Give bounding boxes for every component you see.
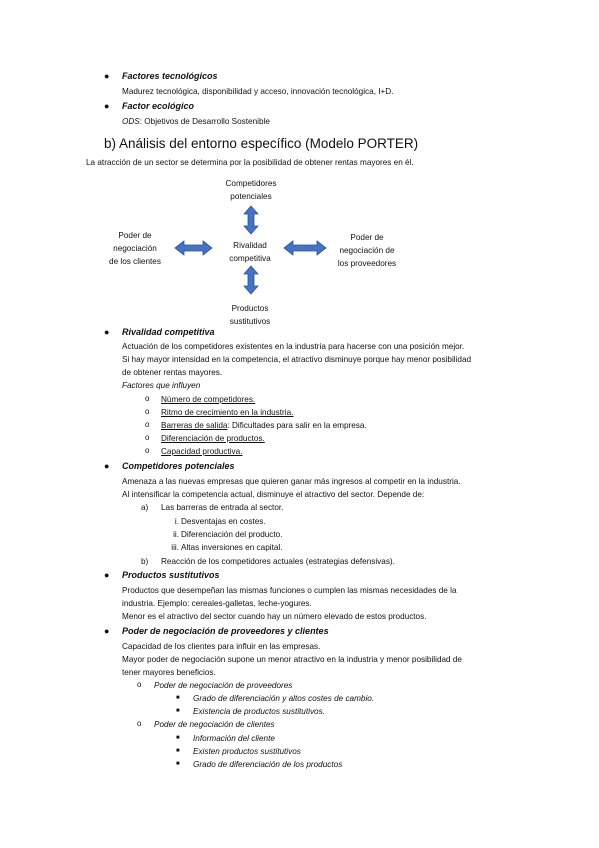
diagram-left-line: negociación <box>113 244 157 253</box>
bullet-dot: ● <box>104 327 110 337</box>
roman-item: Diferenciación del producto. <box>181 530 283 539</box>
factor-item-underlined: Barreras de salida <box>161 421 228 430</box>
list-item-a: Las barreras de entrada al sector. <box>161 503 284 512</box>
bullet-square: ■ <box>176 761 180 767</box>
factor-item-underlined: Número de competidores. <box>161 395 256 404</box>
bullet-dot: ● <box>104 461 110 471</box>
factor-item <box>161 407 293 419</box>
factor-item-rest: : Dificultades para salir en la empresa. <box>227 421 367 430</box>
bullet-square: ■ <box>176 695 180 701</box>
bullet-circle: o <box>145 394 150 403</box>
sustitutivos-line: Productos que desempeñan las mismas funciones o cumplen las mismas necesidades de la <box>122 586 457 595</box>
section-heading: b) Análisis del entorno específico (Modelo PORTER) <box>104 136 419 151</box>
poder-line: Mayor poder de negociación supone un menor atractivo en la industria y menor posibilidad de <box>122 655 462 664</box>
factor-item-underlined: Capacidad productiva. <box>161 447 243 456</box>
clientes-item: Grado de diferenciación de los productos <box>193 760 343 769</box>
list-marker-a: a) <box>141 503 149 512</box>
double-arrow-bottom-icon <box>244 266 258 294</box>
bullet-circle: o <box>145 446 150 455</box>
clientes-label: Poder de negociación de clientes <box>154 720 275 729</box>
proveedores-label: Poder de negociación de proveedores <box>154 681 293 690</box>
clientes-item: Información del cliente <box>193 734 275 743</box>
diagram-center-line: Rivalidad <box>233 241 267 250</box>
factor-ecologico-title: Factor ecológico <box>122 101 195 111</box>
diagram-top-line: Competidores <box>225 179 277 188</box>
rivalidad-line: de obtener rentas mayores. <box>122 368 223 377</box>
ods-abbr: ODS <box>122 117 140 126</box>
double-arrow-top-icon <box>244 206 258 234</box>
bullet-circle: o <box>137 719 142 728</box>
diagram-center-line: competitiva <box>229 254 271 263</box>
diagram-top-line: potenciales <box>230 192 272 201</box>
poder-line: tener mayores beneficios. <box>122 668 216 677</box>
roman-marker: iii. <box>171 543 179 552</box>
ods-text: : Objetivos de Desarrollo Sostenible <box>139 117 270 126</box>
rivalidad-line: Si hay mayor intensidad en la competencia, el atractivo disminuye porque hay menor posibilidad <box>122 355 472 364</box>
poder-line: Capacidad de los clientes para influir en las empresas. <box>122 642 321 651</box>
sustitutivos-line: Menor es el atractivo del sector cuando hay un número elevado de estos productos. <box>122 612 427 621</box>
factores-label: Factores que influyen <box>122 381 201 390</box>
bullet-dot: ● <box>104 570 110 580</box>
proveedores-item: Grado de diferenciación y altos costes de cambio. <box>193 694 375 703</box>
roman-marker: i. <box>174 517 179 526</box>
bullet-dot: ● <box>104 101 110 111</box>
bullet-square: ■ <box>176 748 180 754</box>
competidores-title: Competidores potenciales <box>122 461 235 471</box>
diagram-left-line: de los clientes <box>109 257 161 266</box>
roman-marker: ii. <box>173 530 179 539</box>
bullet-dot: ● <box>104 71 110 81</box>
poder-title: Poder de negociación de proveedores y clientes <box>122 626 329 636</box>
bullet-circle: o <box>145 420 150 429</box>
diagram-right-line: los proveedores <box>337 259 397 268</box>
diagram-right-line: Poder de <box>350 233 384 242</box>
competidores-line: Amenaza a las nuevas empresas que quieren ganar más ingresos al competir en la industria. <box>122 477 461 486</box>
diagram-left-line: Poder de <box>118 231 152 240</box>
factores-tecnologicos-title: Factores tecnológicos <box>122 71 218 81</box>
sustitutivos-title: Productos sustitutivos <box>122 570 220 580</box>
double-arrow-right-icon <box>284 241 326 255</box>
factores-tecnologicos-text: Madurez tecnológica, disponibilidad y acceso, innovación tecnológica, I+D. <box>122 87 394 96</box>
list-item-b: Reacción de los competidores actuales (estrategias defensivas). <box>161 557 395 566</box>
bullet-circle: o <box>145 433 150 442</box>
diagram-right-line: negociación de <box>339 246 395 255</box>
rivalidad-title: Rivalidad competitiva <box>122 327 215 337</box>
sustitutivos-line: industria. Ejemplo: cereales-galletas, leche-yogures. <box>122 599 312 608</box>
roman-item: Altas inversiones en capital. <box>181 543 283 552</box>
factor-item-underlined: Ritmo de crecimiento en la industria. <box>161 408 294 417</box>
roman-item: Desventajas en costes. <box>181 517 266 526</box>
bullet-dot: ● <box>104 626 110 636</box>
double-arrow-left-icon <box>175 241 212 255</box>
section-intro: La atracción de un sector se determina por la posibilidad de obtener rentas mayores en él. <box>86 158 414 167</box>
rivalidad-line: Actuación de los competidores existentes en la industria para hacerse con una posición mejor. <box>122 342 465 351</box>
factor-item <box>161 420 367 432</box>
bullet-square: ■ <box>176 708 180 714</box>
bullet-circle: o <box>145 407 150 416</box>
proveedores-item: Existencia de productos sustitutivos. <box>193 707 325 716</box>
bullet-circle: o <box>137 680 142 689</box>
bullet-square: ■ <box>176 735 180 741</box>
factor-item <box>161 394 255 406</box>
diagram-bottom-line: sustitutivos <box>229 317 271 326</box>
factor-item <box>161 433 265 445</box>
competidores-line: Al intensificar la competencia actual, disminuye el atractivo del sector. Depende de: <box>122 490 425 499</box>
clientes-item: Existen productos sustitutivos <box>193 747 301 756</box>
list-marker-b: b) <box>141 557 149 566</box>
factor-item-underlined: Diferenciación de productos. <box>161 434 265 443</box>
factor-item <box>161 446 242 458</box>
diagram-bottom-line: Productos <box>231 304 269 313</box>
